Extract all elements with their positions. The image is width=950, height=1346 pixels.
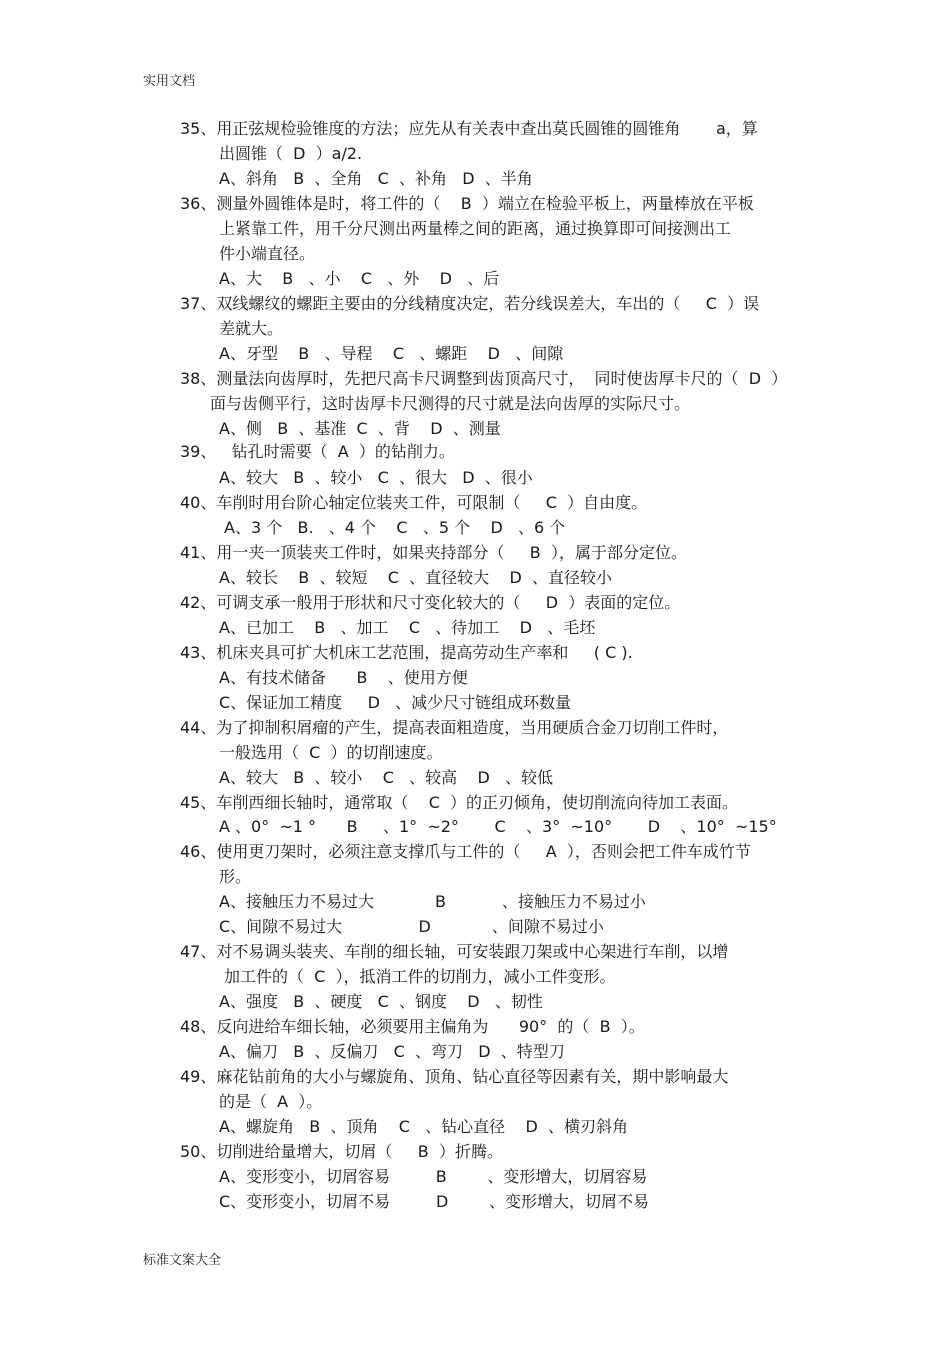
text-line: A、较长 B 、较短 C 、直径较大 D 、直径较小 bbox=[219, 568, 612, 587]
text-line: 42、可调支承一般用于形状和尺寸变化较大的（ D ）表面的定位。 bbox=[180, 593, 681, 612]
text-line: 38、测量法向齿厚时，先把尺高卡尺调整到齿顶高尺寸， 同时使齿厚卡尺的（ D ） bbox=[180, 369, 788, 388]
text-line: A、偏刀 B 、反偏刀 C 、弯刀 D 、特型刀 bbox=[219, 1042, 565, 1061]
text-line: 45、车削西细长轴时，通常取（ C ）的正刃倾角，使切削流向待加工表面。 bbox=[180, 793, 739, 812]
text-line: A、侧 B 、基准 C 、背 D 、测量 bbox=[219, 419, 501, 438]
text-line: A、变形变小，切屑容易 B 、变形增大，切屑容易 bbox=[219, 1167, 648, 1186]
text-line: A 、0° ~1 ° B 、1° ~2° C 、3° ~10° D 、10° ~15° bbox=[219, 817, 777, 836]
page-header: 实用文档 bbox=[143, 74, 196, 89]
text-line: 39、 钻孔时需要（ A ）的钻削力。 bbox=[180, 442, 455, 461]
text-line: 41、用一夹一顶装夹工件时，如果夹持部分（ B ），属于部分定位。 bbox=[180, 543, 687, 562]
text-line: 35、用正弦规检验锥度的方法；应先从有关表中查出莫氏圆锥的圆锥角 a，算 bbox=[180, 119, 758, 138]
text-line: 形。 bbox=[219, 867, 252, 886]
text-line: C、保证加工精度 D 、减少尺寸链组成环数量 bbox=[219, 693, 572, 712]
text-line: A、大 B 、小 C 、外 D 、后 bbox=[219, 269, 500, 288]
text-line: 上紧靠工件，用千分尺测出两量棒之间的距离，通过换算即可间接测出工 bbox=[219, 219, 732, 238]
text-line: A、螺旋角 B 、顶角 C 、钻心直径 D 、横刃斜角 bbox=[219, 1117, 628, 1136]
text-line: A、较大 B 、较小 C 、很大 D 、很小 bbox=[219, 468, 533, 487]
text-line: A、牙型 B 、导程 C 、螺距 D 、间隙 bbox=[219, 344, 564, 363]
text-line: 面与齿侧平行，这时齿厚卡尺测得的尺寸就是法向齿厚的实际尺寸。 bbox=[210, 394, 691, 413]
text-line: A、强度 B 、硬度 C 、钢度 D 、韧性 bbox=[219, 992, 543, 1011]
text-line: 件小端直径。 bbox=[219, 244, 316, 263]
text-line: A、已加工 B 、加工 C 、待加工 D 、毛坯 bbox=[219, 618, 596, 637]
text-line: 差就大。 bbox=[219, 319, 284, 338]
text-line: 加工件的（ C ），抵消工件的切削力，减小工件变形。 bbox=[224, 967, 616, 986]
text-line: C、变形变小，切屑不易 D 、变形增大，切屑不易 bbox=[219, 1192, 649, 1211]
text-line: 47、对不易调头装夹、车削的细长轴，可安装跟刀架或中心架进行车削，以增 bbox=[180, 942, 729, 961]
text-line: 出圆锥（ D ）a/2. bbox=[219, 144, 363, 163]
text-line: 一般选用（ C ）的切削速度。 bbox=[219, 743, 443, 762]
text-line: 44、为了抑制积屑瘤的产生，提高表面粗造度，当用硬质合金刀切削工件时， bbox=[180, 718, 729, 737]
text-line: 43、机床夹具可扩大机床工艺范围，提高劳动生产率和 ( C ). bbox=[180, 643, 633, 662]
text-line: 40、车削时用台阶心轴定位装夹工件，可限制（ C ）自由度。 bbox=[180, 493, 648, 512]
text-line: 37、双线螺纹的螺距主要由的分线精度决定，若分线误差大，车出的（ C ）误 bbox=[180, 294, 760, 313]
text-line: C、间隙不易过大 D 、间隙不易过小 bbox=[219, 917, 604, 936]
text-line: 的是（ A ）。 bbox=[219, 1092, 323, 1111]
text-line: 36、测量外圆锥体是时，将工件的（ B ）端立在检验平板上，两量棒放在平板 bbox=[180, 194, 754, 213]
text-line: A、较大 B 、较小 C 、较高 D 、较低 bbox=[219, 768, 554, 787]
text-line: A、接触压力不易过大 B 、接触压力不易过小 bbox=[219, 892, 646, 911]
text-line: 49、麻花钻前角的大小与螺旋角、顶角、钻心直径等因素有关，期中影响最大 bbox=[180, 1067, 729, 1086]
text-line: A、3 个 B. 、4 个 C 、5 个 D 、6 个 bbox=[224, 518, 566, 537]
text-line: 46、使用更刀架时，必须注意支撑爪与工件的（ A ），否则会把工件车成竹节 bbox=[180, 842, 751, 861]
text-line: 48、反向进给车细长轴，必须要用主偏角为 90° 的（ B ）。 bbox=[180, 1017, 645, 1036]
page-footer: 标准文案大全 bbox=[143, 1253, 222, 1268]
text-line: A、斜角 B 、全角 C 、补角 D 、半角 bbox=[219, 169, 533, 188]
text-line: A、有技术储备 B 、使用方便 bbox=[219, 668, 468, 687]
text-line: 50、切削进给量增大，切屑（ B ）折腾。 bbox=[180, 1142, 503, 1161]
